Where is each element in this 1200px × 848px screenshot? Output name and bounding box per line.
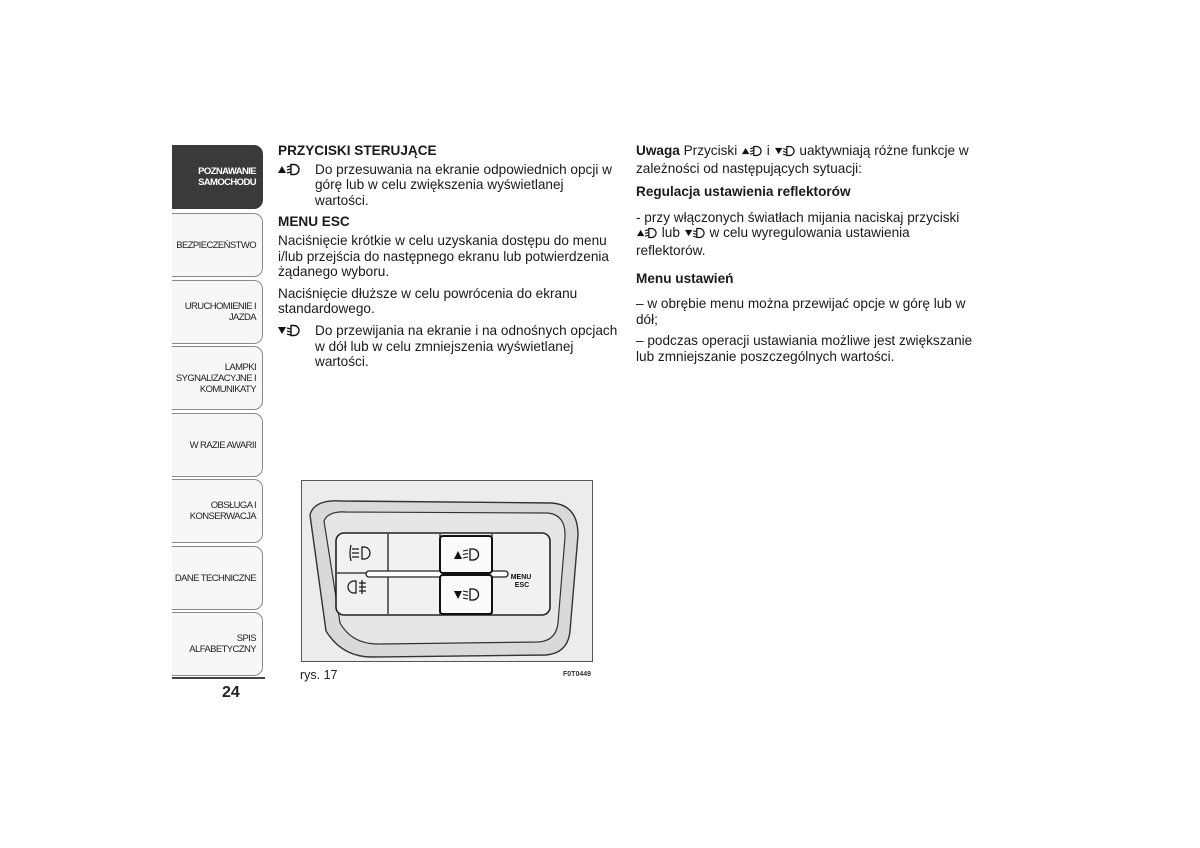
page-number: 24: [222, 684, 240, 701]
menu-esc-short-press: Naciśnięcie krótkie w celu uzyskania dostępu do menu i/lub przejścia do następnego ekranu lub potwierdzenia żądanego wyboru.: [278, 232, 609, 280]
menu-esc-long-press: Naciśnięcie dłuższe w celu powrócenia do ekranu standardowego.: [278, 285, 578, 317]
note-paragraph: Uwaga Przyciski i uaktywniają różne funkcje w zależności od następujących sytuacji:: [636, 143, 969, 176]
headlight-adjust-text: - przy włączonych światłach mijania naciskaj przyciski lub w celu wyregulowania ustawienia reflektorów.: [636, 209, 960, 258]
headlight-down-icon: [278, 324, 300, 341]
headlight-down-icon: [775, 145, 795, 161]
settings-menu-adjust-text: – podczas operacji ustawiania możliwe jest zwiększanie lub zmniejszanie poszczególnych wartości.: [636, 333, 973, 364]
section-heading-przyciski: PRZYCISKI STERUJĄCE: [278, 143, 437, 158]
tab-spis-alfabetyczny[interactable]: SPIS ALFABETYCZNY: [172, 612, 263, 676]
button-panel-illustration: [302, 481, 592, 661]
menu-esc-label: MENU ESC: [510, 574, 532, 589]
tab-lampki-sygnalizacyjne[interactable]: LAMPKI SYGNALIZACYJNE I KOMUNIKATY: [172, 346, 263, 410]
up-button-description: Do przesuwania na ekranie odpowiednich opcji w górę lub w celu zwiększenia wyświetlanej wartości.: [278, 162, 618, 209]
section-heading-menu-esc: MENU ESC: [278, 214, 350, 230]
headlight-up-icon: [278, 163, 300, 180]
control-buttons-figure: [301, 480, 593, 662]
tab-dane-techniczne[interactable]: DANE TECHNICZNE: [172, 546, 263, 610]
right-column: [636, 143, 981, 371]
headlight-up-icon: [637, 227, 657, 243]
settings-menu-scroll-text: – w obrębie menu można przewijać opcje w górę lub w dół;: [636, 296, 966, 327]
settings-menu-heading: Menu ustawień: [636, 270, 734, 286]
page-number-rule: [172, 677, 265, 679]
down-button-description: Do przewijania na ekranie i na odnośnych opcjach w dół lub w celu zmniejszenia wyświetlanej wartości.: [278, 323, 618, 370]
figure-caption: rys. 17: [300, 668, 338, 682]
tab-poznawanie-samochodu[interactable]: POZNAWANIE SAMOCHODU: [172, 145, 263, 209]
headlight-adjust-heading: Regulacja ustawienia reflektorów: [636, 184, 851, 200]
tab-w-razie-awarii[interactable]: W RAZIE AWARII: [172, 413, 263, 477]
tab-obsluga-i-konserwacja[interactable]: OBSŁUGA I KONSERWACJA: [172, 479, 263, 543]
figure-code: F0T0449: [563, 671, 592, 678]
tab-uruchomienie-i-jazda[interactable]: URUCHOMIENIE I JAZDA: [172, 280, 263, 344]
headlight-up-icon: [742, 145, 762, 161]
tab-bezpieczenstwo[interactable]: BEZPIECZEŃSTWO: [172, 213, 263, 277]
left-column: [278, 143, 618, 372]
headlight-down-icon: [685, 227, 705, 243]
